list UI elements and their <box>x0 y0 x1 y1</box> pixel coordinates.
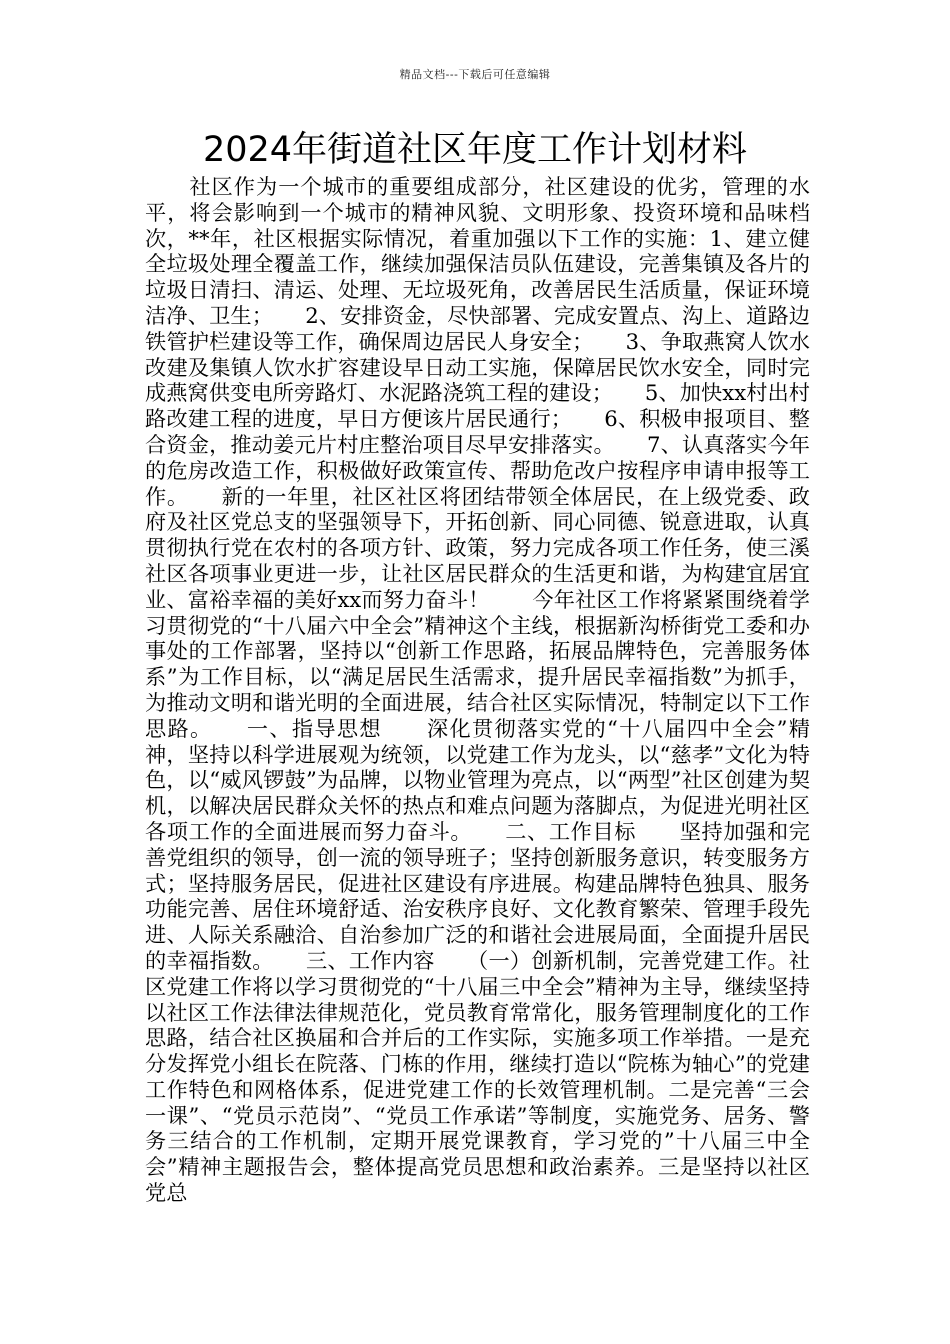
header-note: 精品文档---下载后可任意编辑 <box>399 68 551 81</box>
document-body: 社区作为一个城市的重要组成部分，社区建设的优劣，管理的水平，将会影响到一个城市的精神风貌、文明形象、投资环境和品味档次，**年，社区根据实际情况，着重加强以下工作的实施：1、建立健全垃圾处理全覆盖工作，继续加强保洁员队伍建设，完善集镇及各片的垃圾日清扫、清运、处理、无垃圾死角，改善居民生活质量，保证环境洁净、卫生； 2、安排资金，尽快部署、完成安置点、沟上、道路边铁管护栏建设等工作，确保周边居民人身安全； 3、争取燕窝人饮水改建及集镇人饮水扩容建设早日动工实施，保障居民饮水安全，同时完成燕窝供变电所旁路灯、水泥路浇筑工程的建设； 5、加快xx村出村路改建工程的进度，早日方便该片居民通行； 6、积极申报项目、整合资金，推动姜元片村庄整治项目尽早安排落实。 7、认真落实今年的危房改造工作，积极做好政策宣传、帮助危改户按程序申请申报等工作。 新的一年里，社区社区将团结带领全体居民，在上级党委、政府及社区党总支的坚强领导下，开拓创新、同心同德、锐意进取，认真贯彻执行党在农村的各项方针、政策，努力完成各项工作任务，使三溪社区各项事业更进一步，让社区居民群众的生活更和谐，为构建宜居宜业、富裕幸福的美好xx而努力奋斗！ 今年社区工作将紧紧围绕着学习贯彻党的“十八届六中全会”精神这个主线，根据新沟桥街党工委和办事处的工作部署，坚持以“创新工作思路，拓展品牌特色，完善服务体系”为工作目标，以“满足居民生活需求，提升居民幸福指数”为抓手，为推动文明和谐光明的全面进展，结合社区实际情况，特制定以下工作思路。 一、指导思想 深化贯彻落实党的“十八届四中全会”精神，坚持以科学进展观为统领，以党建工作为龙头，以“慈孝”文化为特色，以“威风锣鼓”为品牌，以物业管理为亮点，以“两型”社区创建为契机，以解决居民群众关怀的热点和难点问题为落脚点，为促进光明社区各项工作的全面进展而努力奋斗。 二、工作目标 坚持加强和完善党组织的领导，创一流的领导班子；坚持创新服务意识，转变服务方式；坚持服务居民，促进社区建设有序进展。构建品牌特色独具、服务功能完善、居住环境舒适、治安秩序良好、文化教育繁荣、管理手段先进、人际关系融洽、自治参加广泛的和谐社会进展局面，全面提升居民的幸福指数。 三、工作内容 （一）创新机制，完善党建工作。社区党建工作将以学习贯彻党的“十八届三中全会”精神为主导，继续坚持以社区工作法律法律规范化，党员教育常常化，服务管理制度化的工作思路，结合社区换届和合并后的工作实际，实施多项工作举措。一是充分发挥党小组长在院落、门栋的作用，继续打造以“院栋为轴心”的党建工作特色和网格体系，促进党建工作的长效管理机制。二是完善“三会一课”、“党员示范岗”、“党员工作承诺”等制度，实施党务、居务、警务三结合的工作机制，定期开展党课教育，学习党的”十八届三中全会”精神主题报告会，整体提高党员思想和政治素养。三是坚持以社区党总 <box>145 174 810 1206</box>
document-title: 2024年街道社区年度工作计划材料 <box>202 130 748 170</box>
